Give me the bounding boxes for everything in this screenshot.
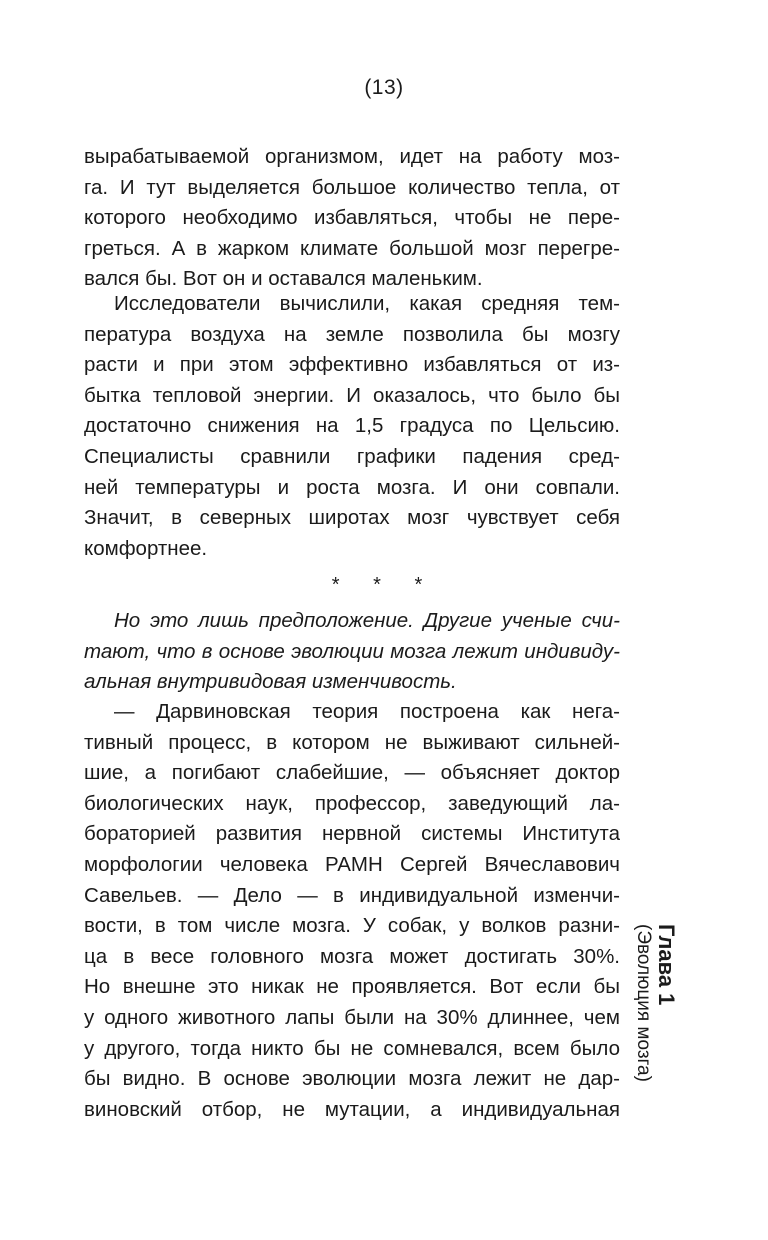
text-line: расти и при этом эффективно избавляться от из- [84, 353, 620, 377]
text-line: ней температуры и роста мозга. И они совпали. [84, 475, 620, 499]
text-line: шие, а погибают слабейшие, — объясняет доктор [84, 761, 620, 785]
paragraph-1 [84, 142, 620, 295]
text-line: бы видно. В основе эволюции мозга лежит не дар- [84, 1067, 620, 1091]
text-line: у другого, тогда никто бы не сомневался, всем было [84, 1036, 620, 1060]
chapter-subtitle: (Эволюция мозга) [633, 924, 654, 1082]
italic-intro-paragraph [84, 606, 620, 698]
text-line: вырабатываемой организмом, идет на работу моз- [84, 145, 620, 168]
text-line: комфортнее. [84, 536, 208, 560]
paragraph-2 [84, 289, 620, 564]
text-line: — Дарвиновская теория построена как нега- [114, 700, 620, 723]
quote-paragraph [84, 697, 620, 1125]
text-line: Исследователи вычислили, какая средняя тем- [114, 292, 620, 315]
text-line: морфологии человека РАМН Сергей Вячеславович [84, 852, 620, 876]
section-separator: * * * [331, 574, 437, 596]
text-line: виновский отбор, не мутации, а индивидуальная [84, 1097, 620, 1121]
text-line: бораторией развития нервной системы Института [84, 822, 620, 846]
chapter-label: Глава 1 [654, 924, 679, 1006]
text-line: вости, в том числе мозга. У собак, у волков разни- [84, 914, 620, 938]
text-line: вался бы. Вот он и оставался маленьким. [84, 267, 483, 291]
text-line: альная внутривидовая изменчивость. [84, 670, 457, 694]
page-number: (13) [364, 76, 404, 99]
text-line: Но это лишь предположение. Другие ученые счи- [114, 609, 620, 632]
text-line: ца в весе головного мозга может достигать 30%. [84, 944, 620, 968]
text-line: Но внешне это никак не проявляется. Вот если бы [84, 975, 620, 999]
running-head [633, 924, 679, 1224]
text-line: Специалисты сравнили графики падения сред- [84, 444, 620, 468]
text-line: Значит, в северных широтах мозг чувствует себя [84, 506, 620, 530]
text-line: га. И тут выделяется большое количество тепла, от [84, 175, 620, 199]
text-line: тивный процесс, в котором не выживают сильней- [84, 730, 620, 754]
text-line: биологических наук, профессор, заведующий ла- [84, 791, 620, 815]
text-line: у одного животного лапы были на 30% длиннее, чем [84, 1005, 620, 1029]
text-line: достаточно снижения на 1,5 градуса по Цельсию. [84, 414, 620, 438]
text-line: пература воздуха на земле позволила бы мозгу [84, 322, 620, 346]
text-line: которого необходимо избавляться, чтобы не пере- [84, 206, 620, 230]
text-line: Савельев. — Дело — в индивидуальной изменчи- [84, 883, 620, 907]
text-line: тают, что в основе эволюции мозга лежит индивиду- [84, 639, 620, 663]
text-line: греться. А в жарком климате большой мозг перегре- [84, 236, 620, 260]
text-line: бытка тепловой энергии. И оказалось, что было бы [84, 383, 620, 407]
